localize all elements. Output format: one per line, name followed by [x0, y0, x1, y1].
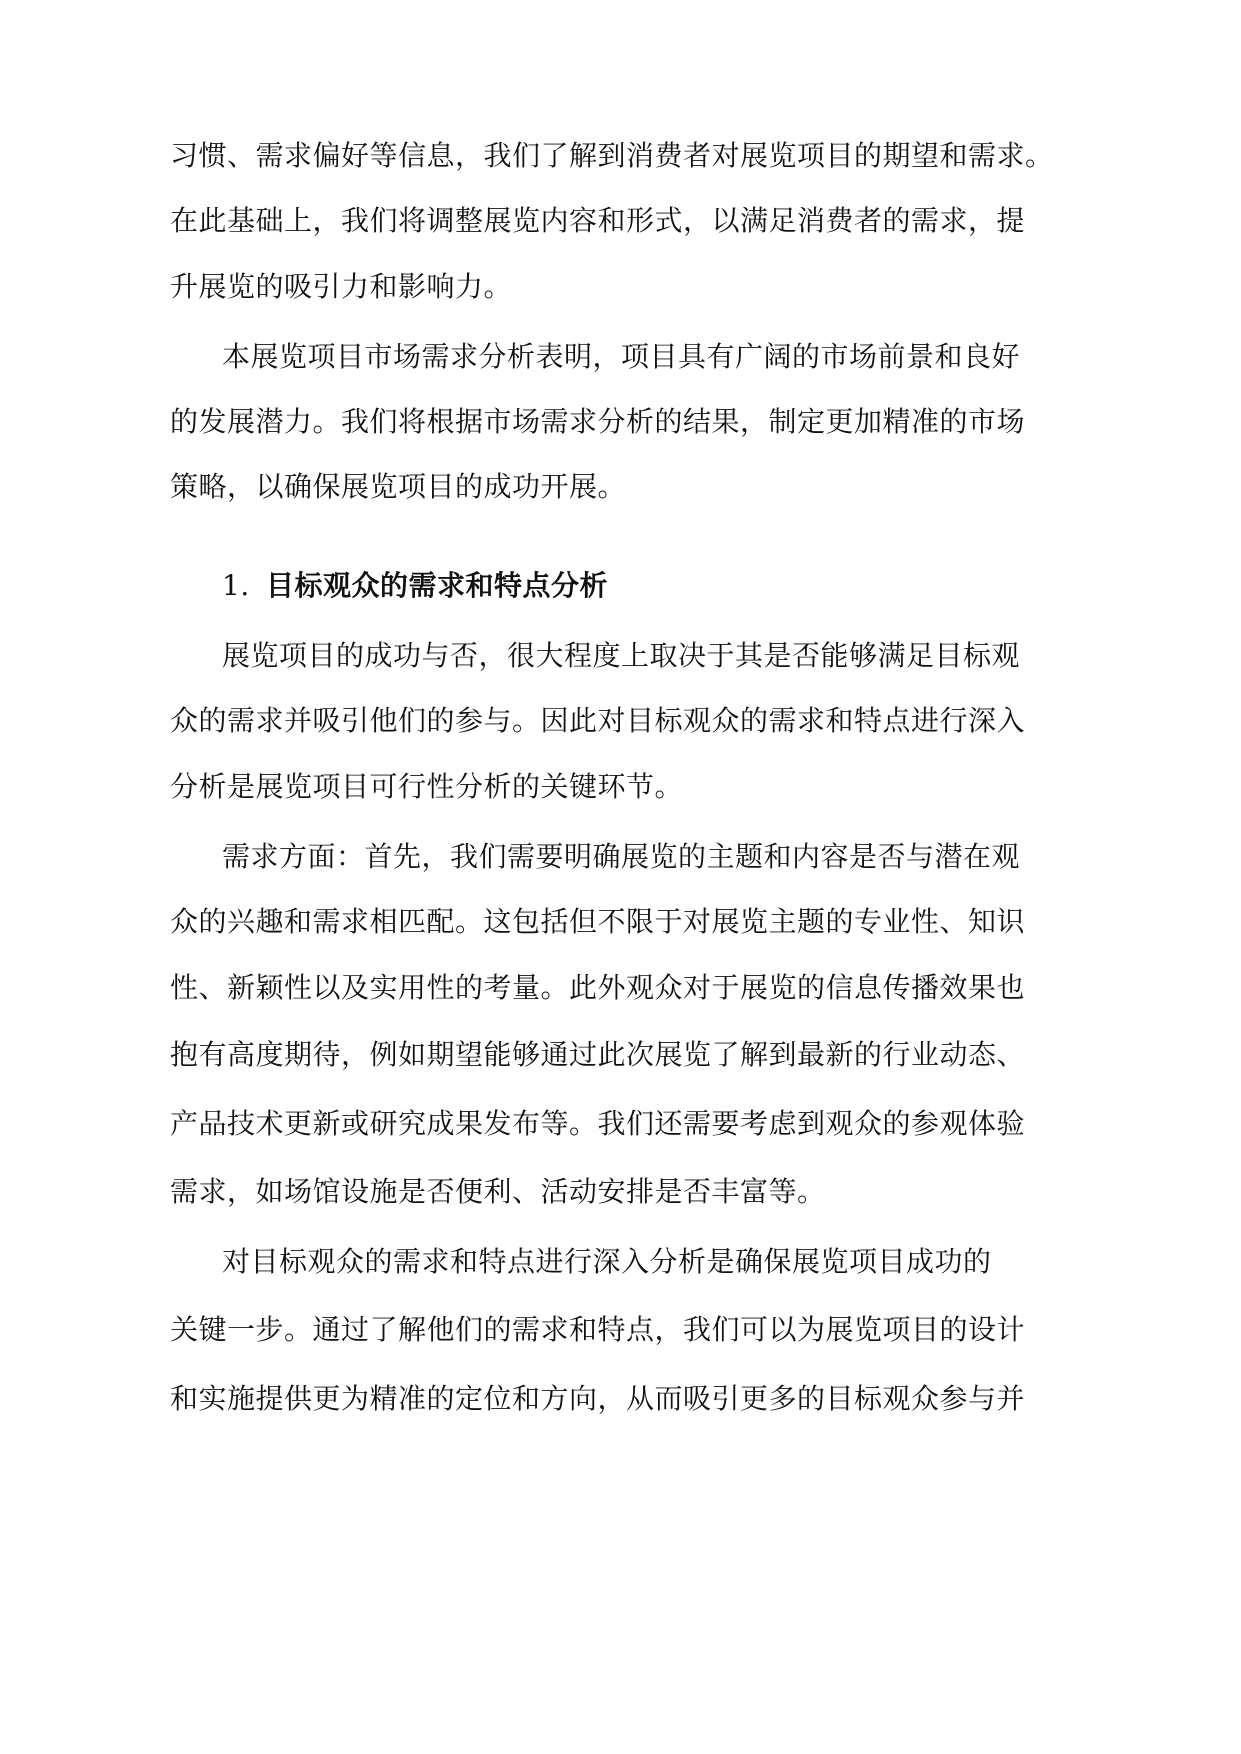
text-line: 策略，以确保展览项目的成功开展。: [170, 470, 627, 503]
text-line: 分析是展览项目可行性分析的关键环节。: [170, 770, 684, 803]
text-line: 习惯、需求偏好等信息，我们了解到消费者对展览项目的期望和需求。: [170, 139, 1054, 172]
text-line: 的发展潜力。我们将根据市场需求分析的结果，制定更加精准的市场: [170, 405, 1026, 438]
heading-title: 目标观众的需求和特点分析: [266, 569, 609, 602]
text-line: 本展览项目市场需求分析表明，项目具有广阔的市场前景和良好: [222, 340, 1021, 373]
text-line: 在此基础上，我们将调整展览内容和形式，以满足消费者的需求，提: [170, 204, 1026, 237]
text-line: 对目标观众的需求和特点进行深入分析是确保展览项目成功的: [222, 1245, 992, 1278]
text-line: 和实施提供更为精准的定位和方向，从而吸引更多的目标观众参与并: [170, 1382, 1026, 1415]
heading-number: 1.: [222, 569, 250, 602]
text-line: 众的兴趣和需求相匹配。这包括但不限于对展览主题的专业性、知识: [170, 905, 1026, 938]
text-line: 抱有高度期待，例如期望能够通过此次展览了解到最新的行业动态、: [170, 1038, 1026, 1071]
text-line: 众的需求并吸引他们的参与。因此对目标观众的需求和特点进行深入: [170, 704, 1026, 737]
text-line: 产品技术更新或研究成果发布等。我们还需要考虑到观众的参观体验: [170, 1107, 1026, 1140]
section-heading: [222, 566, 608, 606]
text-line: 关键一步。通过了解他们的需求和特点，我们可以为展览项目的设计: [170, 1313, 1026, 1346]
text-line: 需求，如场馆设施是否便利、活动安排是否丰富等。: [170, 1175, 826, 1208]
text-line: 展览项目的成功与否，很大程度上取决于其是否能够满足目标观: [222, 639, 1021, 672]
text-line: 性、新颖性以及实用性的考量。此外观众对于展览的信息传播效果也: [170, 971, 1026, 1004]
text-line: 需求方面：首先，我们需要明确展览的主题和内容是否与潜在观: [222, 840, 1021, 873]
text-line: 升展览的吸引力和影响力。: [170, 270, 513, 303]
